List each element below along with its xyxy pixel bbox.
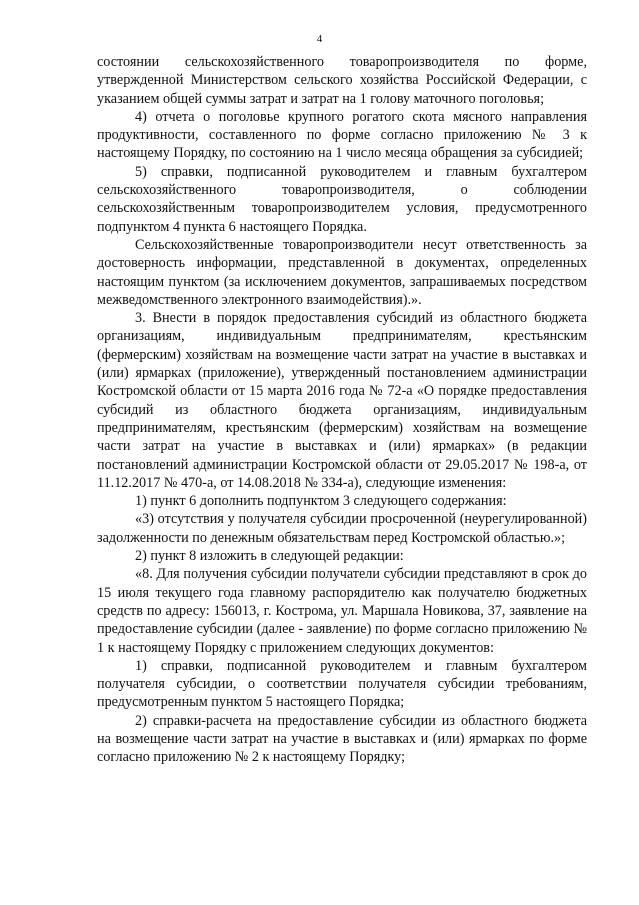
page-number: 4 [316,33,323,45]
paragraph: Сельскохозяйственные товаропроизводители несут ответственность за достоверность информации, представленной в документах, определенных настоящим пунктом (за исключением документов, запрашиваемых посредством межведомственного электронного взаимодействия).». [97,236,587,308]
paragraph: 3. Внести в порядок предоставления субсидий из областного бюджета организациям, индивидуальным предпринимателям, крестьянским (фермерским) хозяйствам на возмещение части затрат на участие в выставках и (или) ярмарках (приложение), утвержденный постановлением администрации Костромской области от 15 марта 2016 года № 72-а «О порядке предоставления субсидий из областного бюджета организациям, индивидуальным предпринимателям, крестьянским (фермерским) хозяйствам на возмещение части затрат на участие в выставках и (или) ярмарках» (в редакции постановлений администрации Костромской области от 29.05.2017 № 198-а, от 11.12.2017 № 470-а, от 14.08.2018 № 334-а), следующие изменения: [97,310,587,491]
document-body [97,53,587,767]
paragraph: 2) справки-расчета на предоставление субсидии из областного бюджета на возмещение части затрат на участие в выставках и (или) ярмарках по форме согласно приложению № 2 к настоящему Порядку; [97,712,587,766]
paragraph: «8. Для получения субсидии получатели субсидии представляют в срок до 15 июля текущего года главному распорядителю как получателю бюджетных средств по адресу: 156013, г. Кострома, ул. Маршала Новикова, 37, заявление на предоставление субсидии (далее - заявление) по форме согласно приложению № 1 к настоящему Порядку с приложением следующих документов: [97,566,587,656]
paragraph: 1) пункт 6 дополнить подпунктом 3 следующего содержания: [135,493,507,510]
paragraph: 1) справки, подписанной руководителем и главным бухгалтером получателя субсидии, о соответствии получателя субсидии требованиям, предусмотренным пунктом 5 настоящего Порядка; [97,657,587,711]
paragraph: «3) отсутствия у получателя субсидии просроченной (неурегулированной) задолженности по денежным обязательствам перед Костромской областью.»; [97,511,587,546]
paragraph: состоянии сельскохозяйственного товаропроизводителя по форме, утвержденной Министерством сельского хозяйства Российской Федерации, с указанием общей суммы затрат и затрат на 1 голову маточного поголовья; [97,54,587,107]
paragraph: 5) справки, подписанной руководителем и главным бухгалтером сельскохозяйственного товаропроизводителя, о соблюдении сельскохозяйственным товаропроизводителем условия, предусмотренного подпунктом 4 пункта 6 настоящего Порядка. [97,163,587,235]
paragraph: 2) пункт 8 изложить в следующей редакции: [135,548,404,565]
paragraph: 4) отчета о поголовье крупного рогатого скота мясного направления продуктивности, составленного по форме согласно приложению № 3 к настоящему Порядку, по состоянию на 1 число месяца обращения за субсидией; [97,108,587,162]
